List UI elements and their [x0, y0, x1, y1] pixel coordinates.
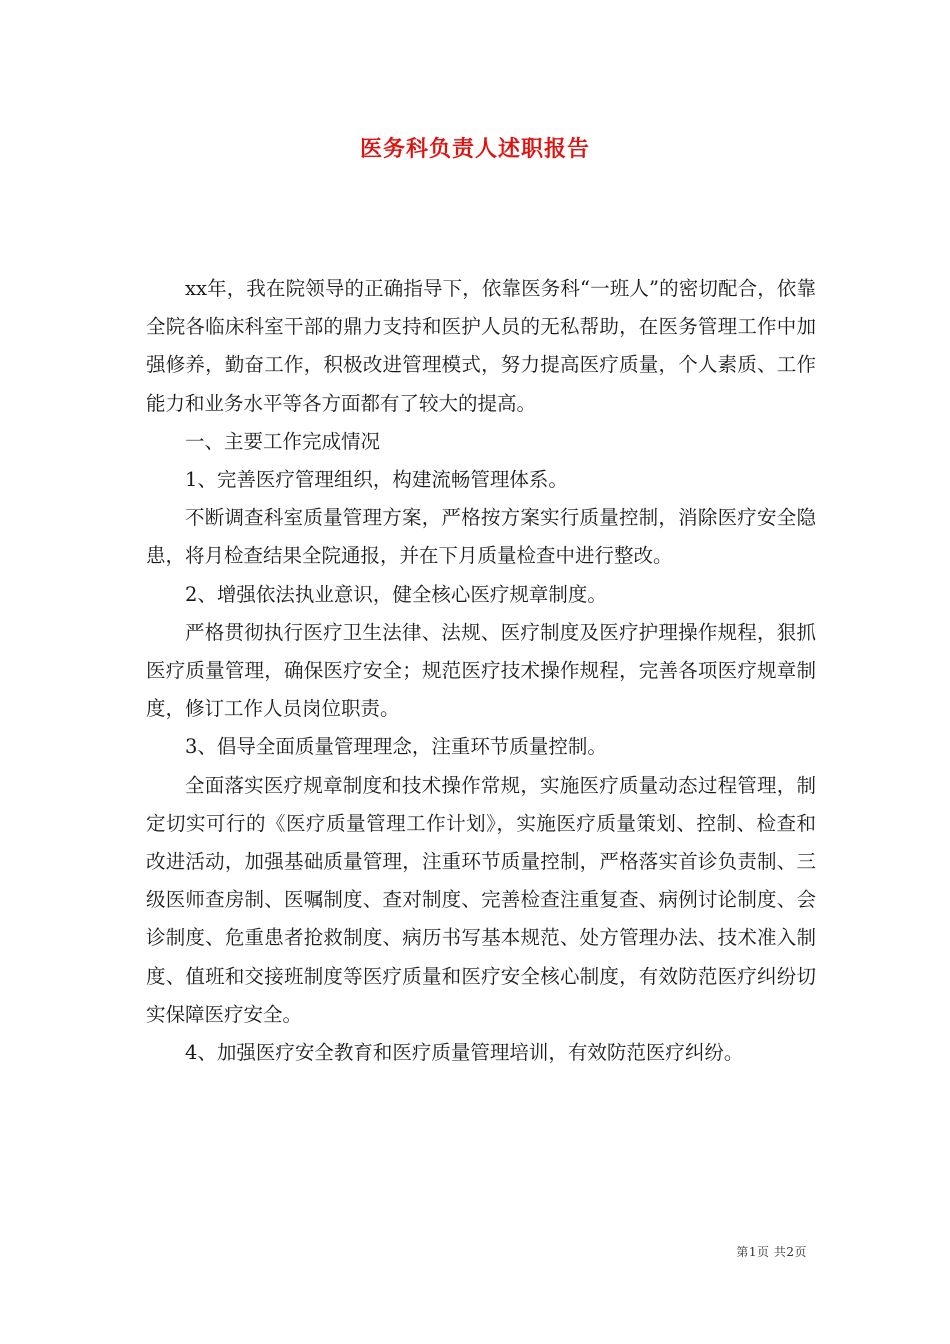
paragraph-2: 严格贯彻执行医疗卫生法律、法规、医疗制度及医疗护理操作规程，狠抓医疗质量管理，确保医疗安全；规范医疗技术操作规程，完善各项医疗规章制度，修订工作人员岗位职责。 — [146, 620, 816, 721]
subheading-1: 1、完善医疗管理组织，构建流畅管理体系。 — [185, 468, 568, 492]
subheading-3: 3、倡导全面质量管理理念，注重环节质量控制。 — [185, 735, 607, 759]
subheading-4: 4、加强医疗安全教育和医疗质量管理培训，有效防范医疗纠纷。 — [185, 1041, 744, 1065]
paragraph-intro: xx年，我在院领导的正确指导下，依靠医务科“一班人”的密切配合，依靠全院各临床科室干部的鼎力支持和医护人员的无私帮助，在医务管理工作中加强修养，勤奋工作，积极改进管理模式，努力提高医疗质量，个人素质、工作能力和业务水平等各方面都有了较大的提高。 — [146, 277, 816, 415]
paragraph-1: 不断调查科室质量管理方案，严格按方案实行质量控制，消除医疗安全隐患，将月检查结果全院通报，并在下月质量检查中进行整改。 — [146, 506, 816, 568]
document-body — [146, 270, 816, 1072]
paragraph-3: 全面落实医疗规章制度和技术操作常规，实施医疗质量动态过程管理，制定切实可行的《医疗质量管理工作计划》，实施医疗质量策划、控制、检查和改进活动，加强基础质量管理，注重环节质量控制，严格落实首诊负责制、三级医师查房制、医嘱制度、查对制度、完善检查注重复查、病例讨论制度、会诊制度、危重患者抢救制度、病历书写基本规范、处方管理办法、技术准入制度、值班和交接班制度等医疗质量和医疗安全核心制度，有效防范医疗纠纷切实保障医疗安全。 — [146, 773, 816, 1026]
subheading-2: 2、增强依法执业意识，健全核心医疗规章制度。 — [185, 582, 607, 606]
page-number: 第1页 共2页 — [736, 1245, 807, 1259]
section-heading: 一、主要工作完成情况 — [185, 429, 381, 453]
document-title: 医务科负责人述职报告 — [359, 136, 590, 162]
